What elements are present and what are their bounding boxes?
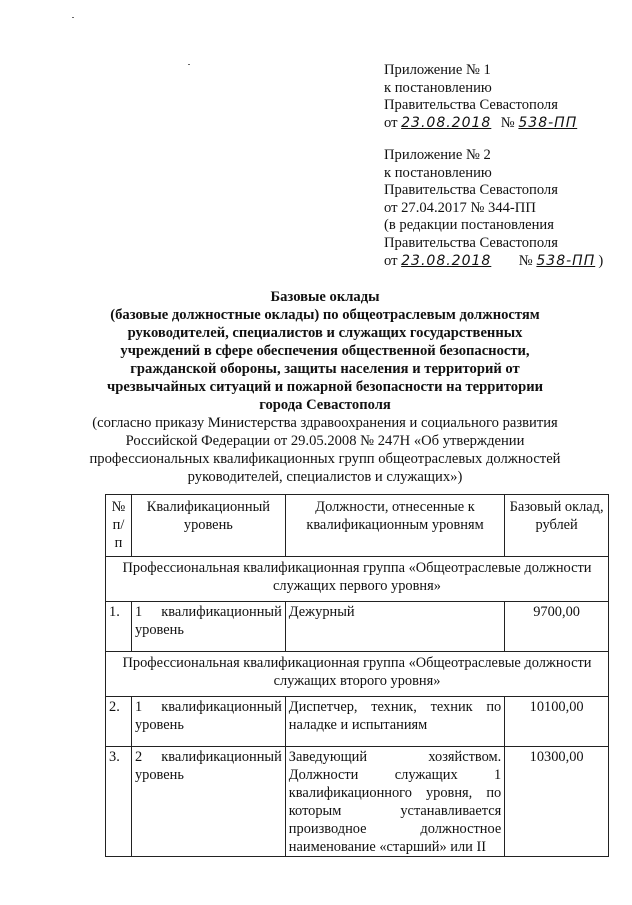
row-salary: 9700,00 [505,602,609,652]
header-level: Квалификационный уровень [131,495,285,557]
row-level: 2 квалификационный уровень [131,747,285,857]
scan-speck [188,64,190,65]
row-positions: Дежурный [285,602,504,652]
title-line: чрезвычайных ситуаций и пожарной безопасности на территории [106,379,544,395]
group-title: Профессиональная квалификационная группа «Общеотраслевые должности служащих второго уровня» [106,652,609,697]
handwritten-date: 23.08.2018 [401,114,492,131]
handwritten-number: 538-ПП [536,252,596,269]
header-positions: Должности, отнесенные к квалификационным уровням [285,495,504,557]
header-num: № п/п [106,495,132,557]
table-row [106,602,609,652]
appendix-2-title: Приложение № 2 [384,147,491,163]
title-line: учреждений в сфере обеспечения общественной безопасности, [120,343,530,359]
subtitle-line: Российской Федерации от 29.05.2008 № 247Н «Об утверждении [125,433,525,449]
salary-table [105,494,609,857]
document-title [60,288,590,486]
handwritten-date: 23.08.2018 [401,252,492,269]
appendix-1-date-line: от 23.08.2018 № 538-ПП [384,115,624,133]
appendix-1-title: Приложение № 1 [384,62,491,78]
appendix-2-line: Правительства Севастополя [384,234,558,251]
handwritten-number: 538-ПП [518,114,578,131]
title-line: гражданской обороны, защиты населения и территорий от [130,361,520,377]
group-row [106,652,609,697]
appendix-2-block [384,147,624,270]
row-salary: 10100,00 [505,697,609,747]
table-row [106,747,609,857]
title-line: города Севастополя [259,397,391,413]
header-salary: Базовый оклад, рублей [505,495,609,557]
subtitle-line: руководителей, специалистов и служащих») [187,469,463,485]
appendix-1-line: Правительства Севастополя [384,97,558,114]
row-salary: 10300,00 [505,747,609,857]
group-title: Профессиональная квалификационная группа «Общеотраслевые должности служащих первого уровня» [106,557,609,602]
group-row [106,557,609,602]
row-positions: Заведующий хозяйством. Должности служащих 1 квалификационного уровня, по которым устанавливается производное должностное наименование «старший» или II [285,747,504,857]
row-num: 3. [106,747,132,857]
subtitle-line: профессиональных квалификационных групп общеотраслевых должностей [89,451,561,467]
title-line: Базовые оклады [270,289,380,305]
row-level: 1 квалификационный уровень [131,697,285,747]
row-positions: Диспетчер, техник, техник по наладке и испытаниям [285,697,504,747]
appendix-2-date-line: от 23.08.2018 № 538-ПП ) [384,252,604,269]
title-line: (базовые должностные оклады) по общеотраслевым должностям [110,307,540,323]
row-level: 1 квалификационный уровень [131,602,285,652]
appendix-2-line: к постановлению [384,164,492,181]
row-num: 1. [106,602,132,652]
title-line: руководителей, специалистов и служащих государственных [127,325,523,341]
appendix-2-line: (в редакции постановления [384,217,554,234]
scan-speck [72,17,74,18]
appendix-1-block [384,62,624,132]
appendix-1-line: к постановлению [384,79,492,96]
appendix-2-line: Правительства Севастополя [384,182,558,199]
row-num: 2. [106,697,132,747]
table-header-row [106,495,609,557]
table-row [106,697,609,747]
subtitle-line: (согласно приказу Министерства здравоохранения и социального развития [92,415,558,431]
appendix-2-line: от 27.04.2017 № 344-ПП [384,199,536,216]
